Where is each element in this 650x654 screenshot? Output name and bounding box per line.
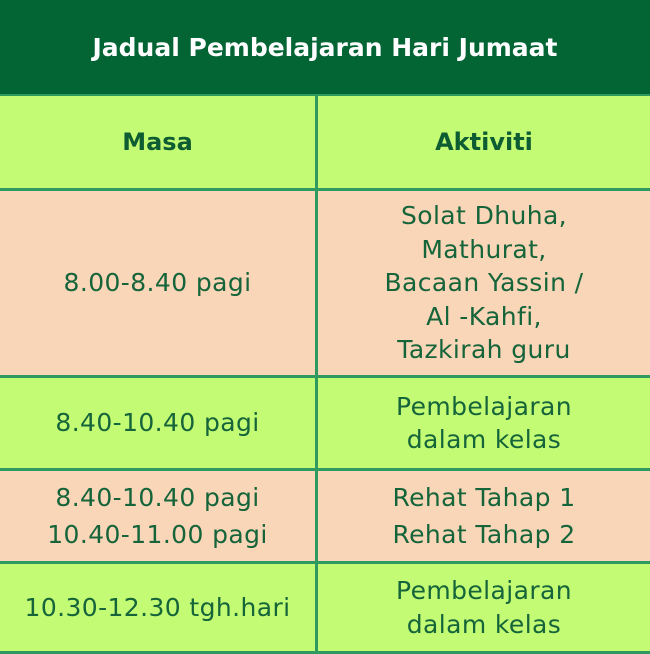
activity-text: Pembelajaran <box>396 576 572 605</box>
activity-text: dalam kelas <box>406 425 562 454</box>
table-row <box>0 471 650 564</box>
activity-cell <box>318 378 650 468</box>
table-row <box>0 564 650 654</box>
activity-text: dalam kelas <box>406 609 562 639</box>
activity-text: Rehat Tahap 1 <box>392 483 576 512</box>
table-header-row <box>0 96 650 191</box>
column-header-activity: Aktiviti <box>435 128 533 156</box>
time-text: 10.30-12.30 tgh.hari <box>24 592 291 622</box>
activity-text: Tazkirah guru <box>397 335 571 365</box>
activity-text: Mathurat, <box>421 234 547 264</box>
time-text: 8.40-10.40 pagi <box>55 408 260 438</box>
table-row <box>0 191 650 378</box>
activity-text: Pembelajaran <box>396 391 572 421</box>
time-text: 8.40-10.40 pagi <box>55 483 260 512</box>
activity-cell <box>318 471 650 561</box>
activity-text: Al -Kahfi, <box>426 301 542 331</box>
time-cell <box>0 564 318 651</box>
time-text: 8.00-8.40 pagi <box>63 268 252 298</box>
time-cell <box>0 378 318 468</box>
time-cell <box>0 191 318 375</box>
time-text: 10.40-11.00 pagi <box>47 520 268 549</box>
activity-text: Solat Dhuha, <box>400 201 568 231</box>
time-cell <box>0 471 318 561</box>
activity-cell <box>318 191 650 375</box>
activity-text: Bacaan Yassin / <box>384 268 584 298</box>
activity-text: Rehat Tahap 2 <box>392 520 576 549</box>
activity-cell <box>318 564 650 651</box>
table-title: Jadual Pembelajaran Hari Jumaat <box>0 0 650 96</box>
table-row <box>0 378 650 471</box>
column-header-time: Masa <box>0 96 318 188</box>
